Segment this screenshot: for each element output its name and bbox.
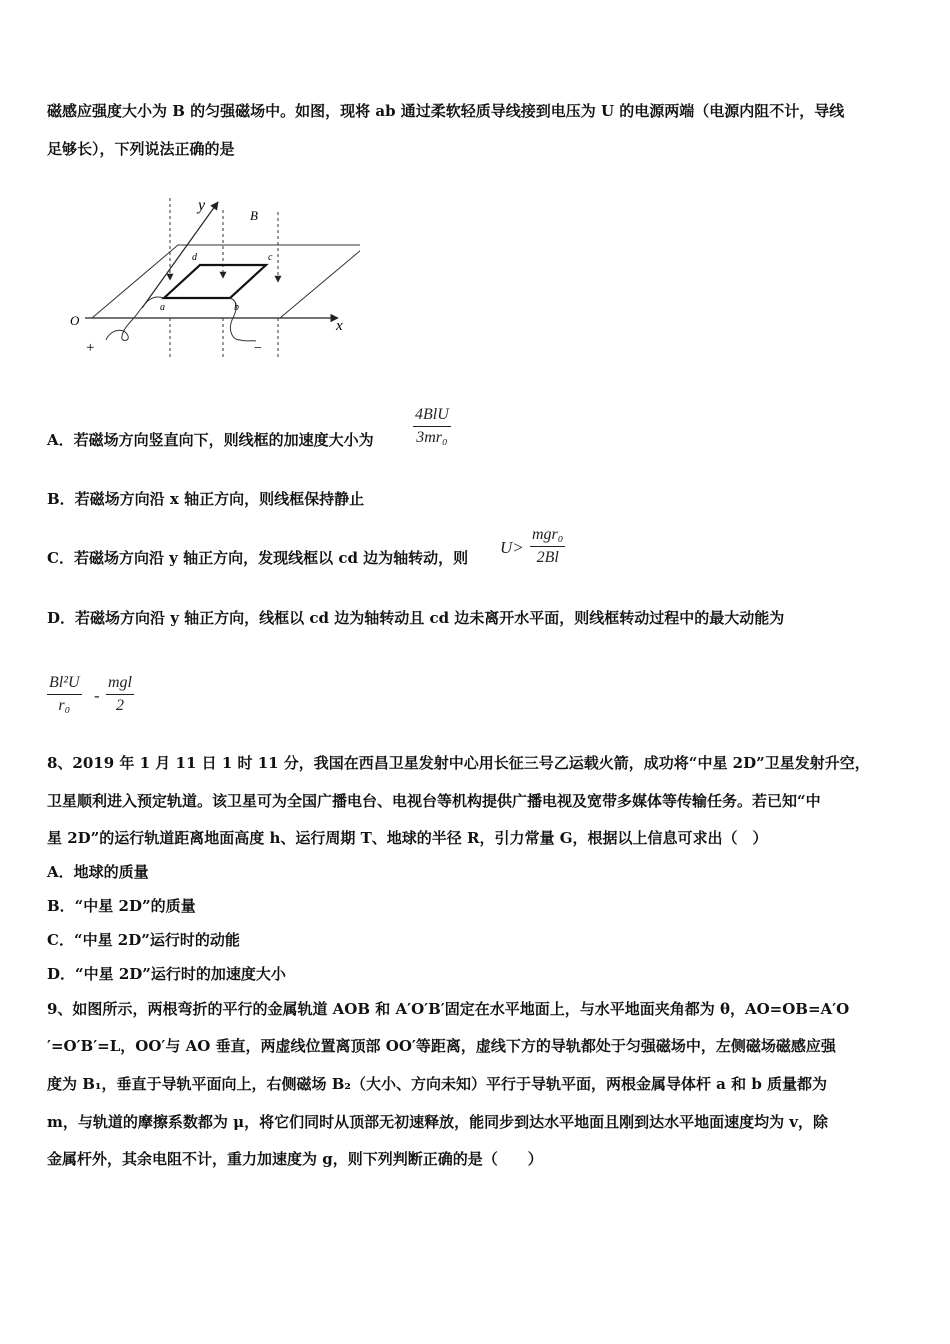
wire-left	[106, 297, 164, 341]
label-d: d	[192, 252, 197, 263]
q7-figure	[60, 190, 360, 365]
label-minus: −	[254, 341, 262, 356]
frac-den: 2	[106, 694, 134, 715]
wire-frame	[164, 265, 266, 298]
frac-num: 4BlU	[415, 406, 449, 423]
frac-den: 3mr₀	[413, 426, 451, 447]
q8-option-a: A．地球的质量	[47, 863, 149, 881]
q7-option-d: D．若磁场方向沿 y 轴正方向，线框以 cd 边为轴转动且 cd 边未离开水平面，则线框转动过程中的最大动能为	[47, 609, 785, 627]
q9-text-line-1: 9、如图所示，两根弯折的平行的金属轨道 AOB 和 A′O′B′固定在水平地面上，与水平地面夹角都为 θ，AO=OB=A′O	[47, 1000, 850, 1018]
frac-den: r₀	[47, 694, 82, 715]
q8-option-c: C．“中星 2D”运行时的动能	[47, 931, 240, 949]
label-b: b	[234, 302, 239, 313]
q9-text-line-3: 度为 B₁，垂直于导轨平面向上，右侧磁场 B₂（大小、方向未知）平行于导轨平面，两根金属导体杆 a 和 b 质量都为	[47, 1075, 828, 1093]
frac-num: mgr₀	[532, 526, 564, 543]
frac-num: Bl²U	[49, 674, 80, 691]
q9-text-line-5: 金属杆外，其余电阻不计，重力加速度为 g，则下列判断正确的是（ ）	[47, 1150, 543, 1168]
q7-option-a-fraction	[413, 406, 451, 447]
q7-option-c-lhs: U>	[500, 538, 524, 557]
frac-den: 2Bl	[530, 546, 565, 567]
q9-text-line-4: m，与轨道的摩擦系数都为 μ，将它们同时从顶部无初速释放，能同步到达水平地面且刚到达水平地面速度均为 v，除	[47, 1113, 829, 1131]
q7-option-b: B．若磁场方向沿 x 轴正方向，则线框保持静止	[47, 490, 365, 508]
label-O: O	[70, 313, 80, 328]
q7-option-d-fraction-1	[47, 674, 82, 715]
label-B: B	[250, 208, 258, 223]
q7-option-d-fraction-2	[106, 674, 134, 715]
q8-text-line-2: 卫星顺利进入预定轨道。该卫星可为全国广播电台、电视台等机构提供广播电视及宽带多媒体等传输任务。若已知“中	[47, 792, 821, 810]
q8-text-line-1: 8、2019 年 1 月 11 日 1 时 11 分，我国在西昌卫星发射中心用长征三号乙运载火箭，成功将“中星 2D”卫星发射升空，	[47, 754, 870, 772]
plane	[92, 245, 360, 318]
q8-option-d: D．“中星 2D”运行时的加速度大小	[47, 965, 286, 983]
q7-option-c: C．若磁场方向沿 y 轴正方向，发现线框以 cd 边为轴转动，则	[47, 549, 469, 567]
frac-num: mgl	[108, 674, 132, 691]
label-a: a	[160, 302, 165, 313]
label-plus: +	[86, 340, 95, 356]
q7-text-line-1: 磁感应强度大小为 B 的匀强磁场中。如图，现将 ab 通过柔软轻质导线接到电压为 U 的电源两端（电源内阻不计，导线	[47, 102, 845, 120]
label-c: c	[268, 252, 273, 263]
q7-text-line-2: 足够长），下列说法正确的是	[47, 140, 235, 158]
q7-option-d-minus: -	[94, 686, 100, 705]
y-axis	[142, 202, 218, 308]
label-x: x	[336, 318, 343, 334]
q8-option-b: B．“中星 2D”的质量	[47, 897, 196, 915]
label-y: y	[198, 197, 206, 214]
q7-option-a: A．若磁场方向竖直向下，则线框的加速度大小为	[47, 431, 374, 449]
q7-option-c-fraction	[530, 526, 565, 567]
q9-text-line-2: ′=O′B′=L，OO′与 AO 垂直，两虚线位置离顶部 OO′等距离，虚线下方的导轨都处于匀强磁场中，左侧磁场磁感应强	[47, 1037, 836, 1055]
q8-text-line-3: 星 2D”的运行轨道距离地面高度 h、运行周期 T、地球的半径 R，引力常量 G，根据以上信息可求出（ ）	[47, 829, 768, 847]
